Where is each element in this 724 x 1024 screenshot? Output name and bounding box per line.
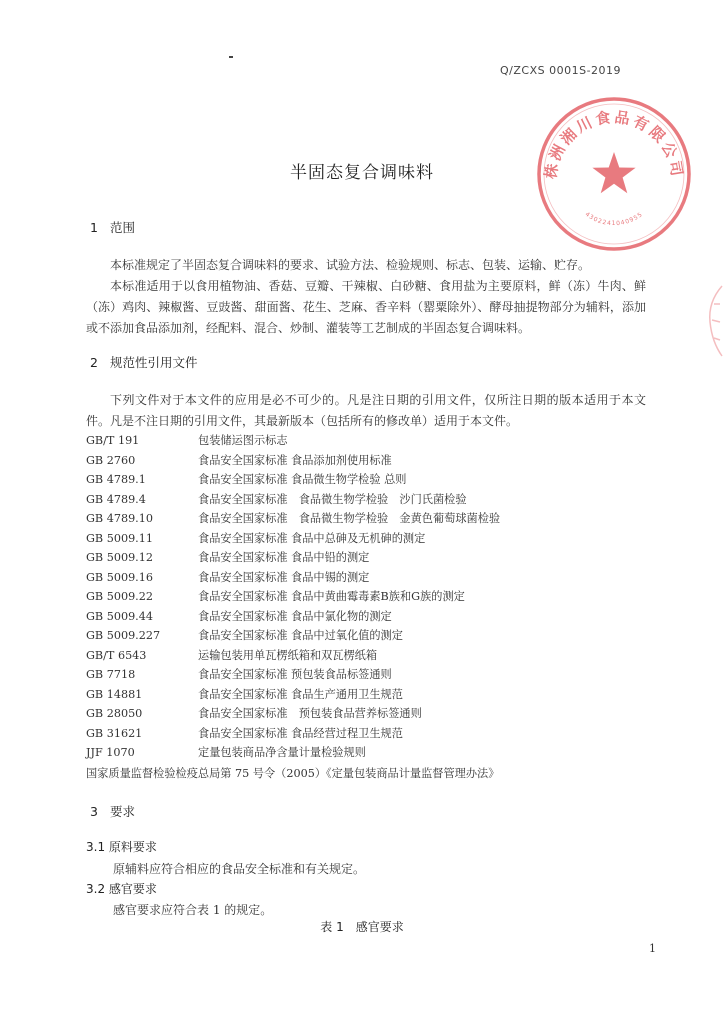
reference-title: 食品安全国家标准 食品微生物学检验 沙门氏菌检验 (198, 492, 467, 506)
reference-title: 包装储运图示标志 (198, 434, 288, 447)
reference-code: GB/T 191 (86, 434, 140, 447)
reference-row (86, 530, 646, 550)
normative-intro: 下列文件对于本文件的应用是必不可少的。凡是注日期的引用文件，仅所注日期的版本适用于本文件。凡是不注日期的引用文件，其最新版本（包括所有的修改单）适用于本文件。 (86, 393, 646, 428)
subsection-sensory-heading (86, 880, 157, 897)
reference-title: 食品安全国家标准 食品中锡的测定 (198, 570, 370, 584)
subsection-number: 3.1 (86, 840, 106, 854)
reference-title: 食品安全国家标准 预包装食品标签通则 (198, 668, 392, 681)
section-normative-heading (90, 353, 198, 371)
reference-code: GB 2760 (86, 453, 136, 467)
reference-code: GB 5009.11 (86, 531, 153, 545)
reference-title: 食品安全国家标准 食品微生物学检验 金黄色葡萄球菌检验 (198, 512, 501, 525)
reference-code: GB 4789.1 (86, 473, 146, 486)
reference-code: GB 7718 (86, 668, 136, 681)
reference-code: GB 5009.16 (86, 570, 153, 584)
subsection-raw-materials-heading (86, 838, 157, 855)
reference-row (86, 510, 646, 530)
reference-code: GB 14881 (86, 687, 143, 701)
section-number: 1 (90, 220, 98, 235)
reference-row (86, 569, 646, 589)
section-title: 范围 (110, 220, 136, 235)
reference-row (86, 588, 646, 608)
decree-reference: 国家质量监督检验检疫总局第 75 号令（2005）《定量包装商品计量监督管理办法》 (86, 767, 500, 780)
scope-paragraph-1: 本标准规定了半固态复合调味料的要求、试验方法、检验规则、标志、包装、运输、贮存。 (110, 258, 591, 272)
reference-row (86, 744, 646, 764)
reference-title: 食品安全国家标准 食品微生物学检验 总则 (198, 473, 407, 486)
reference-title: 食品安全国家标准 食品经营过程卫生规范 (198, 726, 403, 740)
reference-code: GB 5009.22 (86, 590, 153, 603)
reference-row (86, 471, 646, 491)
reference-row (86, 627, 646, 647)
section-number: 3 (90, 804, 98, 819)
page-number: 1 (649, 942, 656, 955)
reference-code: JJF 1070 (86, 746, 135, 759)
subsection-title: 原料要求 (108, 840, 157, 854)
reference-row (86, 452, 646, 472)
reference-row (86, 666, 646, 686)
reference-code: GB 5009.44 (86, 609, 153, 623)
reference-title: 食品安全国家标准 食品中过氧化值的测定 (198, 629, 403, 642)
reference-row (86, 705, 646, 725)
raw-materials-text: 原辅料应符合相应的食品安全标准和有关规定。 (113, 862, 366, 876)
section-number: 2 (90, 355, 98, 370)
svg-text:4302241040955 (584, 211, 645, 227)
reference-row (86, 608, 646, 628)
scope-paragraph-2: 本标准适用于以食用植物油、香菇、豆瓣、干辣椒、白砂糖、食用盐为主要原料，鲜（冻）牛肉、鲜（冻）鸡肉、辣椒酱、豆豉酱、甜面酱、花生、芝麻、香辛料（罂粟除外）、酵母抽提物部分为辅料，添加或不添加食品添加剂，经配料、混合、炒制、灌装等工艺制成的半固态复合调味料。 (86, 279, 646, 335)
document-title: 半固态复合调味料 (290, 163, 434, 183)
sensory-text: 感官要求应符合表 1 的规定。 (113, 903, 273, 917)
section-title: 规范性引用文件 (110, 355, 198, 370)
subsection-title: 感官要求 (108, 882, 157, 896)
scan-mark (229, 56, 233, 58)
reference-code: GB 5009.227 (86, 629, 161, 642)
adjacent-seal-fragment (700, 282, 724, 360)
reference-code: GB 5009.12 (86, 551, 153, 564)
reference-row (86, 432, 646, 452)
reference-row (86, 725, 646, 745)
table-caption: 表 1 感官要求 (320, 920, 404, 934)
reference-title: 食品安全国家标准 食品中氯化物的测定 (198, 609, 392, 623)
reference-row (86, 647, 646, 667)
standard-code: Q/ZCXS 0001S-2019 (500, 64, 622, 77)
reference-title: 食品安全国家标准 食品中铅的测定 (198, 551, 370, 564)
reference-row (86, 491, 646, 511)
section-scope-heading (90, 218, 135, 236)
reference-title: 食品安全国家标准 预包装食品营养标签通则 (198, 707, 422, 720)
reference-title: 定量包装商品净含量计量检验规则 (198, 746, 366, 759)
reference-code: GB/T 6543 (86, 648, 147, 662)
seal-number-text: 4302241040955 (583, 210, 645, 228)
subsection-number: 3.2 (86, 882, 106, 896)
reference-title: 运输包装用单瓦楞纸箱和双瓦楞纸箱 (198, 648, 378, 662)
section-requirements-heading (90, 802, 135, 820)
section-title: 要求 (110, 804, 136, 819)
seal-name-text: 株洲湘川食品有限公司 (541, 107, 687, 181)
reference-row (86, 549, 646, 569)
reference-code: GB 31621 (86, 726, 143, 740)
reference-code: GB 28050 (86, 707, 143, 720)
reference-title: 食品安全国家标准 食品中黄曲霉毒素B族和G族的测定 (198, 590, 465, 603)
reference-title: 食品安全国家标准 食品中总砷及无机砷的测定 (198, 531, 426, 545)
reference-title: 食品安全国家标准 食品添加剂使用标准 (198, 453, 392, 467)
reference-code: GB 4789.4 (86, 492, 146, 506)
reference-code: GB 4789.10 (86, 512, 153, 525)
reference-row (86, 686, 646, 706)
reference-list (86, 432, 646, 764)
reference-title: 食品安全国家标准 食品生产通用卫生规范 (198, 687, 403, 701)
